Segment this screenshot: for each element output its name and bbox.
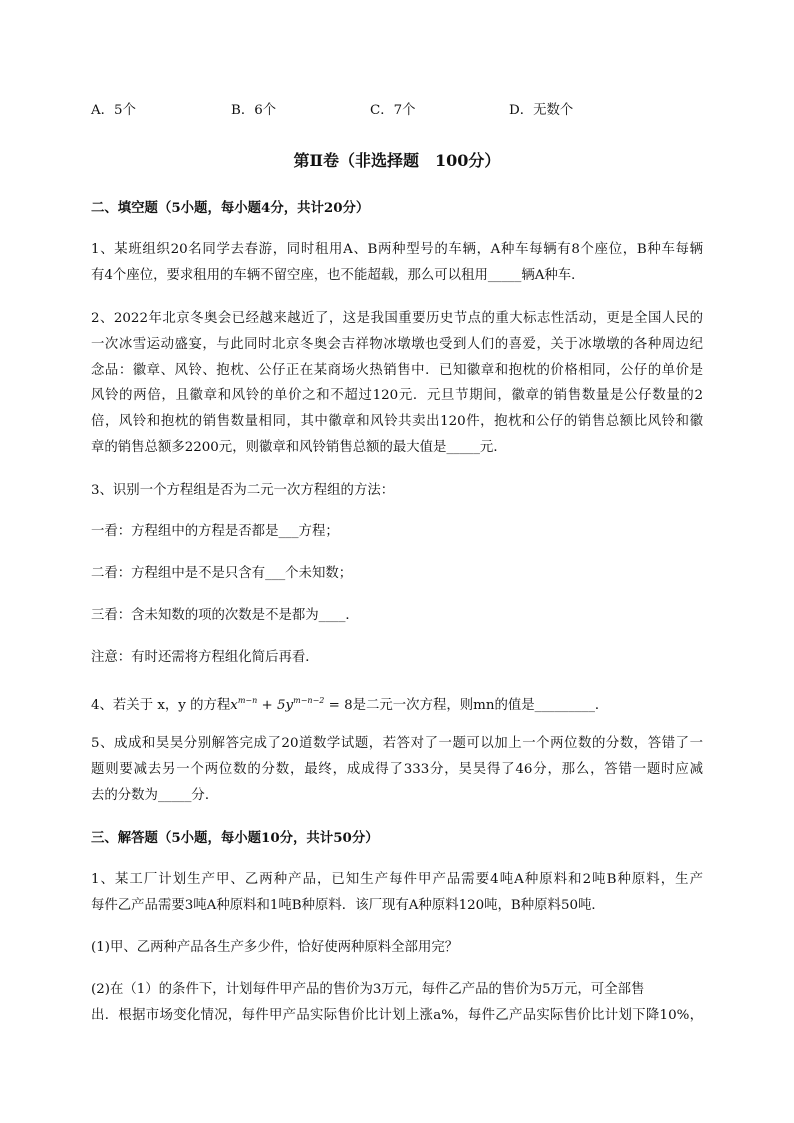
fill-q2-line4: 风铃的两倍，且徽章和风铃的单价之和不超过120元．元旦节期间，徽章的销售数量是公仔数量的2	[91, 388, 703, 403]
equation-end: = 8	[324, 698, 353, 713]
fill-q2-line2: 一次冰雪运动盛宴，与此同时北京冬奥会吉祥物冰墩墩也受到人们的喜爱，关于冰墩墩的各种周边纪	[91, 337, 703, 352]
fill-q1-line1: 1、某班组织20名同学去春游，同时租用A、B两种型号的车辆，A种车每辆有8个座位，B种车每辆	[91, 242, 703, 257]
solve-q1-line3: (1)甲、乙两种产品各生产多少件，恰好使两种原料全部用完？	[91, 940, 459, 955]
fill-q3-line3: 二看：方程组中是不是只含有___个未知数；	[91, 566, 353, 581]
fill-q3-line2: 一看：方程组中的方程是否都是___方程；	[91, 524, 339, 539]
fill-q2-line5: 倍，风铃和抱枕的销售数量相同，其中徽章和风铃共卖出120件，抱枕和公仔的销售总额比风铃和徽	[91, 414, 703, 429]
fill-heading: 二、填空题（5小题，每小题4分，共计20分）	[91, 200, 370, 216]
fill-q3-line1: 3、识别一个方程组是否为二元一次方程组的方法：	[91, 483, 395, 498]
fill-q2-line1: 2、2022年北京冬奥会已经越来越近了，这是我国重要历史节点的重大标志性活动，更是全国人民的	[91, 311, 703, 326]
fill-q5-line2: 题则要减去另一个两位数的分数，最终，成成得了333分，昊昊得了46分，那么，答错一题时应减	[91, 762, 703, 777]
fill-q3-line5: 注意：有时还需将方程组化简后再看．	[91, 650, 319, 665]
solve-q1-line1: 1、某工厂计划生产甲、乙两种产品，已知生产每件甲产品需要4吨A种原料和2吨B种原料，生产	[91, 872, 703, 887]
choice-b: B．6个	[231, 103, 277, 118]
fill-q2-line3: 念品：徽章、风铃、抱枕、公仔正在某商场火热销售中．已知徽章和抱枕的价格相同，公仔的单价是	[91, 363, 703, 378]
solve-q1-line5: 出．根据市场变化情况，每件甲产品实际售价比计划上涨a%，每件乙产品实际售价比计划下降10%，	[91, 1008, 703, 1023]
choice-a: A．5个	[91, 103, 136, 118]
fill-q5-line1: 5、成成和昊昊分别解答完成了20道数学试题，若答对了一题可以加上一个两位数的分数，答错了一	[91, 736, 703, 751]
fill-q5-line3: 去的分数为_____分．	[91, 788, 219, 803]
fill-q3-line4: 三看：含未知数的项的次数是不是都为____．	[91, 608, 359, 623]
equation-exp-b: m−n−2	[293, 696, 325, 705]
fill-q1-line2: 有4个座位，要求租用的车辆不留空座，也不能超载，那么可以租用_____辆A种车．	[91, 268, 585, 283]
fill-q2-line6: 章的销售总额多2200元，则徽章和风铃销售总额的最大值是_____元．	[91, 440, 507, 455]
equation-term-a: x	[230, 698, 238, 713]
fill-q4-post: 是二元一次方程，则mn的值是_________．	[352, 698, 609, 713]
solve-heading: 三、解答题（5小题，每小题10分，共计50分）	[91, 830, 379, 846]
equation-term-mid: + 5y	[257, 698, 294, 713]
choice-d: D．无数个	[509, 103, 574, 118]
solve-q1-line4: (2)在（1）的条件下，计划每件甲产品的售价为3万元，每件乙产品的售价为5万元，可全部售	[91, 982, 645, 997]
fill-q4-pre: 4、若关于 x，y 的方程	[91, 698, 231, 713]
solve-q1-line2: 每件乙产品需要3吨A种原料和1吨B种原料．该厂现有A种原料120吨，B种原料50吨．	[91, 898, 605, 913]
equation-exp-a: m−n	[237, 696, 258, 705]
fill-q4	[91, 691, 608, 716]
section-title: 第Ⅱ卷（非选择题 100分）	[293, 151, 501, 170]
choice-c: C．7个	[370, 103, 416, 118]
answer-choices	[0, 99, 794, 119]
